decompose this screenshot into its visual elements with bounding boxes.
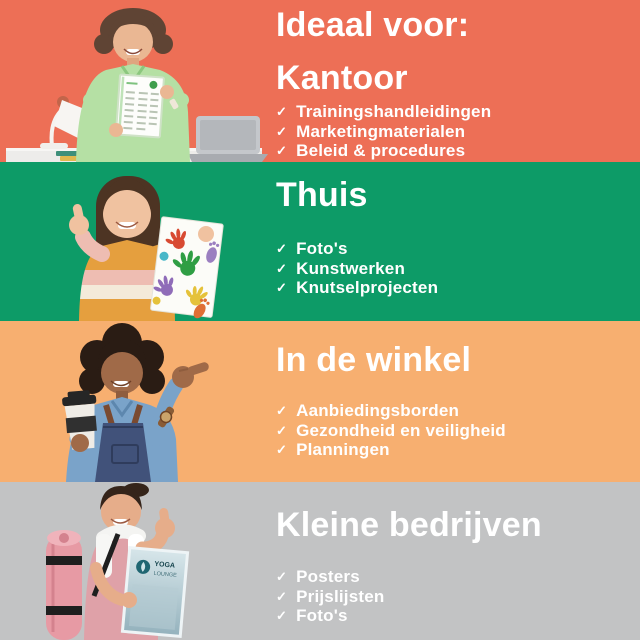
checklist-thuis bbox=[276, 239, 632, 298]
check-icon: ✓ bbox=[276, 403, 288, 418]
list-item-label: Knutselprojecten bbox=[296, 278, 439, 297]
check-icon: ✓ bbox=[276, 143, 288, 158]
list-item-label: Posters bbox=[296, 567, 360, 586]
poster-title: YOGA bbox=[154, 560, 176, 570]
denim-apron bbox=[95, 423, 151, 482]
checklist-kantoor bbox=[276, 102, 632, 161]
page-title: Ideaal voor: bbox=[276, 6, 470, 44]
list-item-label: Marketingmaterialen bbox=[296, 121, 466, 141]
list-item-label: Trainingshandleidingen bbox=[296, 102, 492, 121]
list-item bbox=[276, 259, 632, 279]
laminated-document bbox=[116, 75, 164, 138]
list-item-label: Foto's bbox=[296, 239, 348, 258]
check-icon: ✓ bbox=[276, 241, 288, 256]
yoga-poster bbox=[122, 548, 187, 637]
list-item bbox=[276, 440, 632, 460]
section-heading-thuis: Thuis bbox=[276, 176, 368, 214]
list-item bbox=[276, 239, 632, 259]
list-item bbox=[276, 122, 632, 142]
list-item bbox=[276, 401, 632, 421]
list-item bbox=[276, 102, 632, 122]
section-heading-bedrijven: Kleine bedrijven bbox=[276, 506, 542, 544]
section-bedrijven bbox=[0, 482, 640, 640]
check-icon: ✓ bbox=[276, 104, 288, 119]
check-icon: ✓ bbox=[276, 260, 288, 276]
photo-girl-artwork bbox=[0, 162, 270, 321]
list-item bbox=[276, 606, 632, 626]
check-icon: ✓ bbox=[276, 123, 288, 139]
poster-subtitle: LOUNGE bbox=[153, 570, 177, 579]
list-item-label: Beleid & procedures bbox=[296, 141, 466, 160]
list-item bbox=[276, 587, 632, 607]
thumbs-up-hand bbox=[69, 203, 89, 235]
laptop-icon bbox=[188, 116, 268, 162]
list-item bbox=[276, 567, 632, 587]
list-item-label: Foto's bbox=[296, 606, 348, 625]
list-item-label: Planningen bbox=[296, 440, 390, 459]
check-icon: ✓ bbox=[276, 422, 288, 438]
pointing-hand bbox=[172, 361, 210, 388]
section-kantoor bbox=[0, 0, 640, 162]
list-item bbox=[276, 421, 632, 441]
list-item-label: Kunstwerken bbox=[296, 258, 406, 278]
photo-barista-woman bbox=[0, 321, 270, 482]
checklist-bedrijven bbox=[276, 567, 632, 626]
list-item-label: Prijslijsten bbox=[296, 586, 385, 606]
check-icon: ✓ bbox=[276, 442, 288, 457]
photo-office-woman bbox=[0, 0, 270, 162]
check-icon: ✓ bbox=[276, 569, 288, 584]
section-thuis bbox=[0, 162, 640, 321]
thumbs-up-hand bbox=[155, 507, 175, 538]
list-item bbox=[276, 278, 632, 298]
section-winkel bbox=[0, 321, 640, 482]
photo-yoga-woman bbox=[0, 482, 270, 640]
section-heading-kantoor: Kantoor bbox=[276, 59, 408, 97]
section-heading-winkel: In de winkel bbox=[276, 341, 472, 379]
list-item bbox=[276, 141, 632, 161]
yoga-mat-icon bbox=[46, 530, 82, 640]
check-icon: ✓ bbox=[276, 608, 288, 623]
check-icon: ✓ bbox=[276, 280, 288, 295]
list-item-label: Gezondheid en veiligheid bbox=[296, 420, 506, 440]
list-item-label: Aanbiedingsborden bbox=[296, 401, 460, 420]
check-icon: ✓ bbox=[276, 588, 288, 604]
checklist-winkel bbox=[276, 401, 632, 460]
